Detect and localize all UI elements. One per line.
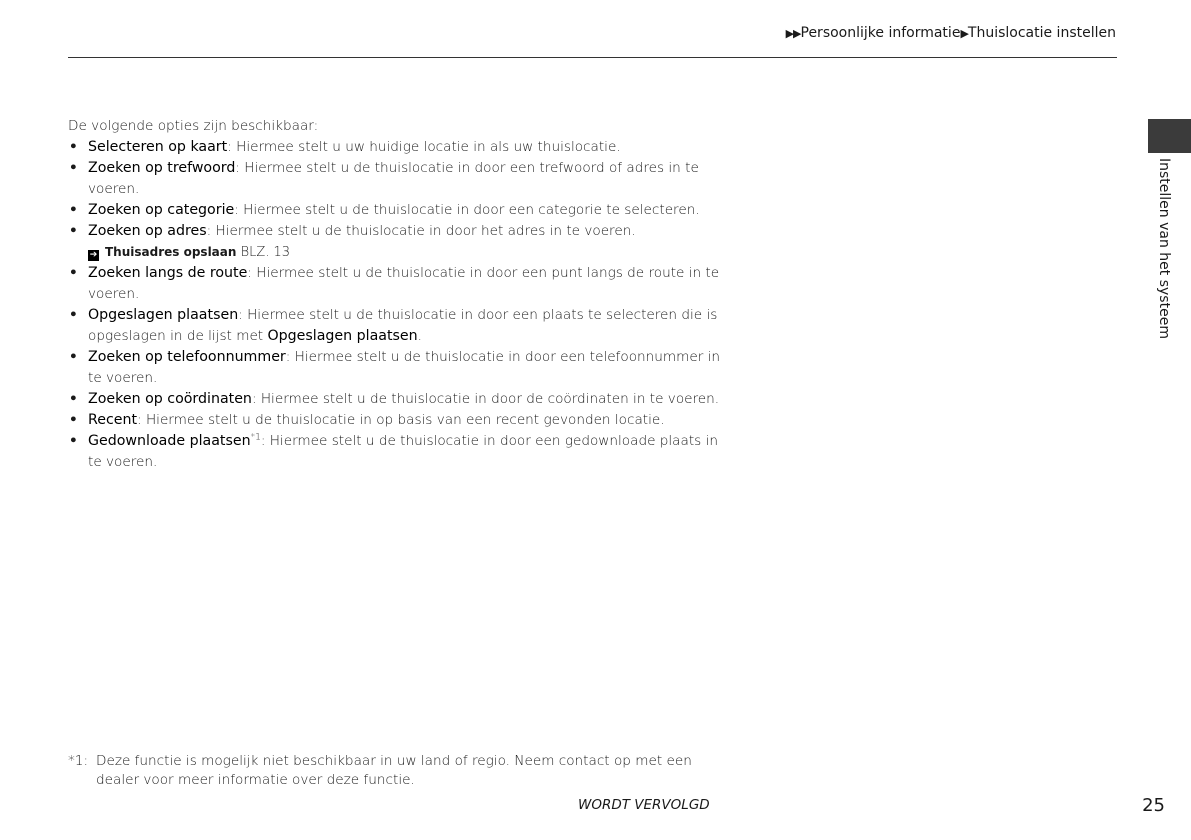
option-desc: : Hiermee stelt u de thuislocatie in door het adres in te voeren.: [206, 223, 636, 239]
xref-page[interactable]: BLZ. 13: [240, 245, 291, 260]
bullet-icon: •: [69, 265, 78, 281]
footnote-text: Deze functie is mogelijk niet beschikbaar in uw land of regio. Neem contact op met een dealer voor meer informatie over deze functie.: [96, 753, 692, 788]
list-item: [68, 221, 728, 242]
xref-title[interactable]: Thuisadres opslaan: [105, 245, 237, 259]
option-term-secondary: Opgeslagen plaatsen: [267, 328, 418, 344]
options-list: [68, 137, 728, 473]
option-term: Gedownloade plaatsen: [88, 433, 251, 449]
footnote-marker-label: *1:: [68, 753, 89, 769]
breadcrumb: [786, 25, 1116, 41]
option-desc: : Hiermee stelt u de thuislocatie in op basis van een recent gevonden locatie.: [137, 412, 665, 428]
list-item: [68, 305, 728, 347]
page-number: 25: [1142, 795, 1165, 816]
intro-text: De volgende opties zijn beschikbaar:: [68, 118, 319, 134]
option-term: Zoeken op coördinaten: [88, 391, 252, 407]
bullet-icon: •: [69, 223, 78, 239]
bullet-icon: •: [69, 349, 78, 365]
breadcrumb-item-thuislocatie[interactable]: Thuislocatie instellen: [967, 25, 1116, 41]
list-item: [68, 200, 728, 221]
bullet-icon: •: [69, 412, 78, 428]
list-item: [68, 137, 728, 158]
option-desc: : Hiermee stelt u de thuislocatie in door een telefoonnummer in te voeren.: [88, 349, 721, 386]
list-item: [68, 410, 728, 431]
option-desc: : Hiermee stelt u de thuislocatie in door een punt langs de route in te voeren.: [88, 265, 720, 302]
option-term: Zoeken langs de route: [88, 265, 248, 281]
option-term: Recent: [88, 412, 138, 428]
chapter-label: [1148, 158, 1191, 358]
footnote: [68, 752, 708, 790]
option-desc-end: .: [417, 328, 422, 344]
breadcrumb-item-persoonlijke-informatie[interactable]: Persoonlijke informatie: [800, 25, 961, 41]
bullet-icon: •: [69, 433, 78, 449]
option-term: Selecteren op kaart: [88, 139, 228, 155]
list-item: [68, 389, 728, 410]
bullet-icon: •: [69, 391, 78, 407]
list-item: [68, 263, 728, 305]
option-desc: : Hiermee stelt u de thuislocatie in door een categorie te selecteren.: [234, 202, 700, 218]
list-item: [68, 347, 728, 389]
bullet-icon: •: [69, 160, 78, 176]
reference-arrow-icon: ➔: [89, 250, 98, 260]
option-term: Zoeken op adres: [88, 223, 207, 239]
bullet-icon: •: [69, 139, 78, 155]
option-desc: : Hiermee stelt u de thuislocatie in door een plaats te selecteren die is opgeslagen in de lijst met: [88, 307, 718, 344]
cross-reference[interactable]: [68, 242, 728, 263]
list-item: [68, 431, 728, 473]
option-desc: : Hiermee stelt u de thuislocatie in door een trefwoord of adres in te voeren.: [88, 160, 699, 197]
option-term: Zoeken op trefwoord: [88, 160, 236, 176]
double-arrow-icon: ▶▶: [785, 27, 801, 40]
option-desc: : Hiermee stelt u de thuislocatie in door de coördinaten in te voeren.: [251, 391, 720, 407]
option-term: Zoeken op categorie: [88, 202, 235, 218]
option-desc: : Hiermee stelt u uw huidige locatie in als uw thuislocatie.: [227, 139, 621, 155]
arrow-icon: ▶: [960, 27, 968, 40]
header-divider: [68, 57, 1117, 58]
footnote-marker: *1: [250, 432, 261, 443]
bullet-icon: •: [69, 202, 78, 218]
main-content: [68, 116, 728, 473]
chapter-label-text: Instellen van het systeem: [1156, 158, 1172, 339]
option-term: Zoeken op telefoonnummer: [88, 349, 286, 365]
option-desc: : Hiermee stelt u de thuislocatie in door een gedownloade plaats in te voeren.: [88, 433, 718, 470]
bullet-icon: •: [69, 307, 78, 323]
chapter-tab[interactable]: [1148, 119, 1191, 153]
list-item: [68, 158, 728, 200]
option-term: Opgeslagen plaatsen: [88, 307, 239, 323]
continued-label: WORDT VERVOLGD: [578, 797, 710, 813]
